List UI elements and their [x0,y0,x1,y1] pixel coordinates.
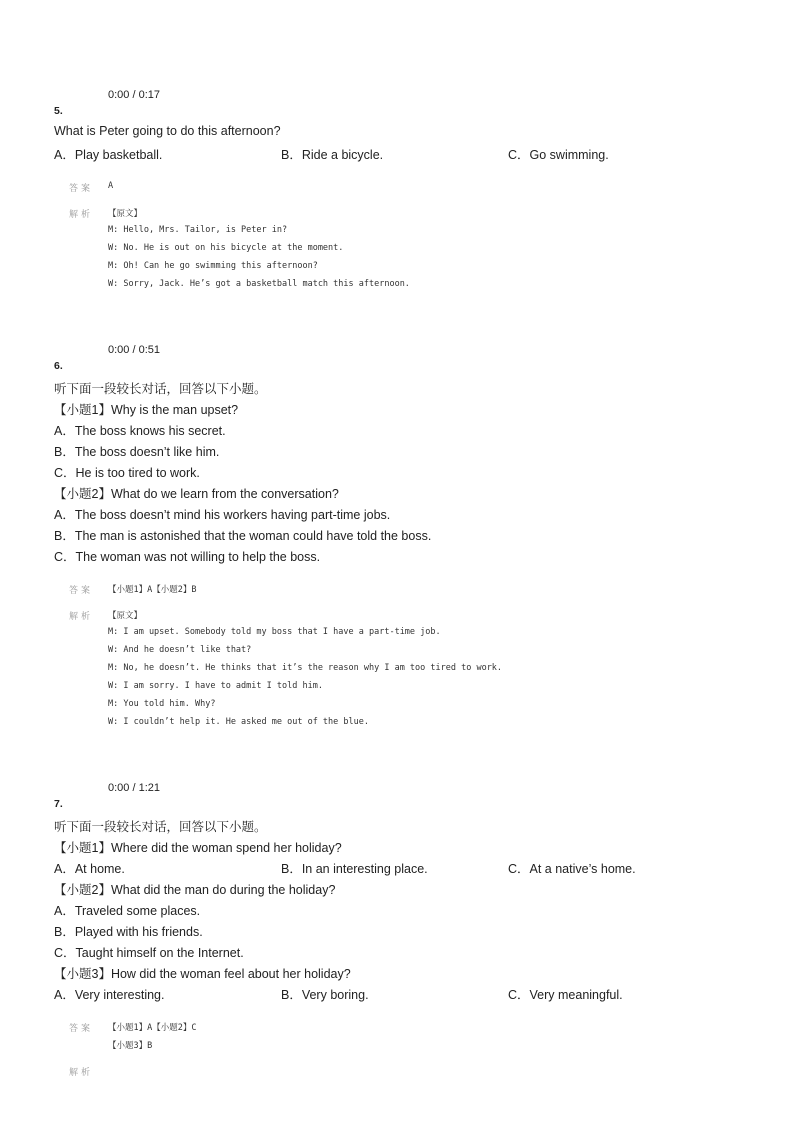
answer-value: A [108,181,114,191]
analysis-line: W: I am sorry. I have to admit I told him. [108,681,323,691]
answer-label: 答案 [69,184,94,194]
sub-question-3: 【小题3】How did the woman feel about her holiday? [54,967,351,981]
question-number: 6. [54,360,63,372]
question-line: C．The woman was not willing to help the boss. [54,550,321,564]
analysis-line: M: Hello, Mrs. Tailor, is Peter in? [108,225,288,235]
audio-player-time[interactable]: 0:00 / 0:17 [108,89,160,101]
option-c: C．At a native’s home. [508,862,636,876]
question-line: 听下面一段较长对话，回答以下小题。 [54,382,267,396]
question-number: 5. [54,105,63,117]
audio-player-time[interactable]: 0:00 / 1:21 [108,782,160,794]
question-line: B．The boss doesn’t like him. [54,445,220,459]
question-line: C．He is too tired to work. [54,466,200,480]
question-text: What is Peter going to do this afternoon? [54,124,281,138]
question-intro: 听下面一段较长对话，回答以下小题。 [54,820,267,834]
sub-question-1: 【小题1】Where did the woman spend her holiday? [54,841,342,855]
analysis-label: 解析 [69,612,94,622]
answer-value: 【小题3】B [108,1041,153,1051]
option-b: B．Played with his friends. [54,925,203,939]
answer-label: 答案 [69,586,94,596]
audio-player-time[interactable]: 0:00 / 0:51 [108,344,160,356]
option-b: B．In an interesting place. [281,862,428,876]
option-a: A．Traveled some places. [54,904,201,918]
analysis-label: 解析 [69,210,94,220]
question-line: 【小题1】Why is the man upset? [54,403,239,417]
option-c: C．Taught himself on the Internet. [54,946,244,960]
answer-value: 【小题1】A【小题2】C [108,1023,197,1033]
option-a: A．Very interesting. [54,988,165,1002]
question-line: B．The man is astonished that the woman could have told the boss. [54,529,432,543]
question-number: 7. [54,798,63,810]
option-c: C．Go swimming. [508,148,609,162]
analysis-line: M: No, he doesn’t. He thinks that it’s the reason why I am too tired to work. [108,663,503,673]
analysis-line: M: Oh! Can he go swimming this afternoon? [108,261,318,271]
analysis-label: 解析 [69,1068,94,1078]
analysis-line: M: I am upset. Somebody told my boss that I have a part-time job. [108,627,441,637]
option-a: A．At home. [54,862,125,876]
analysis-line: 【原文】 [108,611,143,621]
analysis-line: W: Sorry, Jack. He’s got a basketball match this afternoon. [108,279,410,289]
analysis-line: W: No. He is out on his bicycle at the moment. [108,243,344,253]
answer-label: 答案 [69,1024,94,1034]
analysis-line: 【原文】 [108,209,143,219]
option-a: A．Play basketball. [54,148,163,162]
question-line: A．The boss knows his secret. [54,424,226,438]
question-line: A．The boss doesn’t mind his workers having part-time jobs. [54,508,391,522]
option-b: B．Very boring. [281,988,369,1002]
answer-value: 【小题1】A【小题2】B [108,585,197,595]
sub-question-2: 【小题2】What did the man do during the holiday? [54,883,336,897]
analysis-line: W: And he doesn’t like that? [108,645,252,655]
analysis-line: M: You told him. Why? [108,699,216,709]
option-c: C．Very meaningful. [508,988,623,1002]
analysis-line: W: I couldn’t help it. He asked me out of the blue. [108,717,369,727]
question-line: 【小题2】What do we learn from the conversation? [54,487,339,501]
option-b: B．Ride a bicycle. [281,148,384,162]
